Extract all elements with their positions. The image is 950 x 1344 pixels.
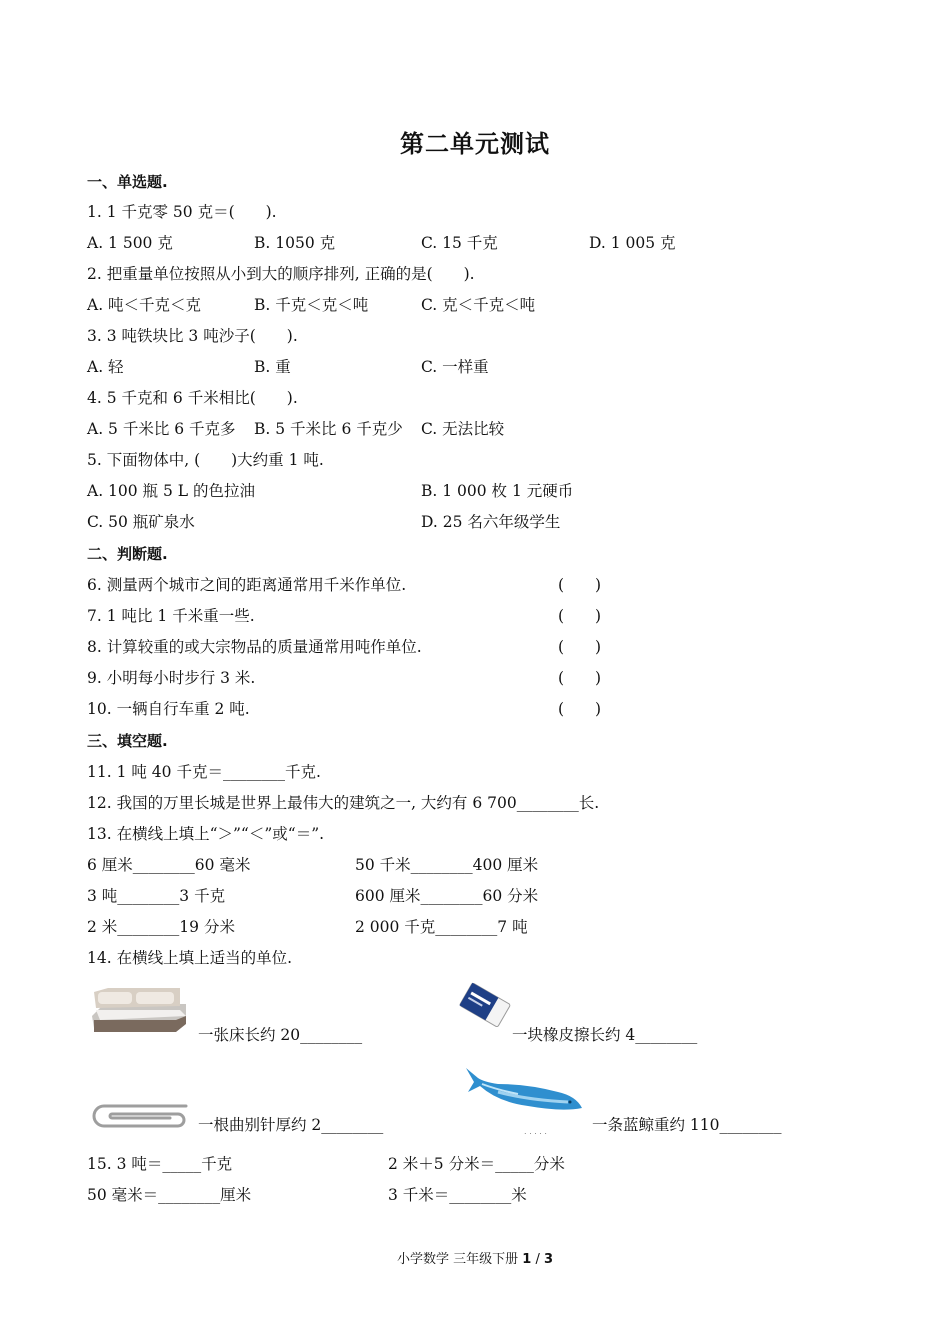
question-1-stem: 1. 1 千克零 50 克＝( ). xyxy=(87,203,277,221)
question-5-stem: 5. 下面物体中, ( )大约重 1 吨. xyxy=(87,451,324,469)
question-10: 10. 一辆自行车重 2 吨. xyxy=(87,700,250,718)
question-3-option-b: B. 重 xyxy=(254,358,291,376)
section-heading-fill-in: 三、填空题. xyxy=(87,732,168,750)
question-5-option-d: D. 25 名六年级学生 xyxy=(421,513,561,531)
question-13-item-5: 2 米________19 分米 xyxy=(87,918,235,936)
question-2-option-a: A. 吨＜千克＜克 xyxy=(87,296,202,314)
question-5-option-a: A. 100 瓶 5 L 的色拉油 xyxy=(87,482,255,500)
question-9: 9. 小明每小时步行 3 米. xyxy=(87,669,256,687)
question-14-clip: 一根曲别针厚约 2________ xyxy=(198,1116,384,1134)
question-8: 8. 计算较重的或大宗物品的质量通常用吨作单位. xyxy=(87,638,422,656)
question-5-option-b: B. 1 000 枚 1 元硬币 xyxy=(421,482,574,500)
footer-page-total: 3 xyxy=(543,1252,554,1267)
question-14-whale: 一条蓝鲸重约 110________ xyxy=(592,1116,782,1134)
question-14-eraser: 一块橡皮擦长约 4________ xyxy=(512,1026,698,1044)
question-5-option-c: C. 50 瓶矿泉水 xyxy=(87,513,195,531)
question-4-option-b: B. 5 千米比 6 千克少 xyxy=(254,420,403,438)
question-3-option-a: A. 轻 xyxy=(87,358,124,376)
question-1-option-c: C. 15 千克 xyxy=(421,234,498,252)
whale-image xyxy=(458,1062,588,1136)
question-2-option-c: C. 克＜千克＜吨 xyxy=(421,296,536,314)
bed-image xyxy=(90,986,190,1034)
question-14-bed: 一张床长约 20________ xyxy=(198,1026,363,1044)
question-6: 6. 测量两个城市之间的距离通常用千米作单位. xyxy=(87,576,407,594)
question-7: 7. 1 吨比 1 千米重一些. xyxy=(87,607,255,625)
footer-label: 小学数学 三年级下册 xyxy=(396,1252,519,1267)
question-15-item-3: 50 毫米＝________厘米 xyxy=(87,1186,252,1204)
answer-paren-10: ( ) xyxy=(558,700,602,718)
question-4-option-c: C. 无法比较 xyxy=(421,420,505,438)
question-14-stem: 14. 在横线上填上适当的单位. xyxy=(87,949,293,967)
svg-text:. . . . .: . . . . . xyxy=(524,1127,547,1136)
answer-paren-8: ( ) xyxy=(558,638,602,656)
question-2-stem: 2. 把重量单位按照从小到大的顺序排列, 正确的是( ). xyxy=(87,265,475,283)
question-13-item-3: 3 吨________3 千克 xyxy=(87,887,226,905)
question-3-option-c: C. 一样重 xyxy=(421,358,489,376)
question-4-option-a: A. 5 千米比 6 千克多 xyxy=(87,420,236,438)
question-13-item-2: 50 千米________400 厘米 xyxy=(355,856,539,874)
question-13-item-6: 2 000 千克________7 吨 xyxy=(355,918,528,936)
page-title: 第二单元测试 xyxy=(400,129,550,158)
footer-separator: / xyxy=(531,1252,544,1267)
answer-paren-9: ( ) xyxy=(558,669,602,687)
answer-paren-7: ( ) xyxy=(558,607,602,625)
question-2-option-b: B. 千克＜克＜吨 xyxy=(254,296,369,314)
question-1-option-a: A. 1 500 克 xyxy=(87,234,173,252)
question-13-item-4: 600 厘米________60 分米 xyxy=(355,887,539,905)
question-15-item-4: 3 千米＝________米 xyxy=(388,1186,527,1204)
question-15-item-2: 2 米＋5 分米＝_____分米 xyxy=(388,1155,565,1173)
question-11: 11. 1 吨 40 千克＝________千克. xyxy=(87,763,321,781)
question-12: 12. 我国的万里长城是世界上最伟大的建筑之一, 大约有 6 700________长. xyxy=(87,794,600,812)
question-4-stem: 4. 5 千克和 6 千米相比( ). xyxy=(87,389,298,407)
question-13-stem: 13. 在横线上填上“＞”“＜”或“＝”. xyxy=(87,825,325,843)
section-heading-true-false: 二、判断题. xyxy=(87,545,168,563)
question-13-item-1: 6 厘米________60 毫米 xyxy=(87,856,251,874)
question-1-option-d: D. 1 005 克 xyxy=(589,234,676,252)
paperclip-image xyxy=(90,1098,194,1130)
question-1-option-b: B. 1050 克 xyxy=(254,234,336,252)
section-heading-single-choice: 一、单选题. xyxy=(87,173,168,191)
question-15-item-1: 15. 3 吨＝_____千克 xyxy=(87,1155,233,1173)
answer-paren-6: ( ) xyxy=(558,576,602,594)
question-3-stem: 3. 3 吨铁块比 3 吨沙子( ). xyxy=(87,327,298,345)
footer-page-number: 1 xyxy=(522,1252,532,1267)
eraser-image xyxy=(455,976,515,1034)
page-footer xyxy=(0,1248,950,1267)
